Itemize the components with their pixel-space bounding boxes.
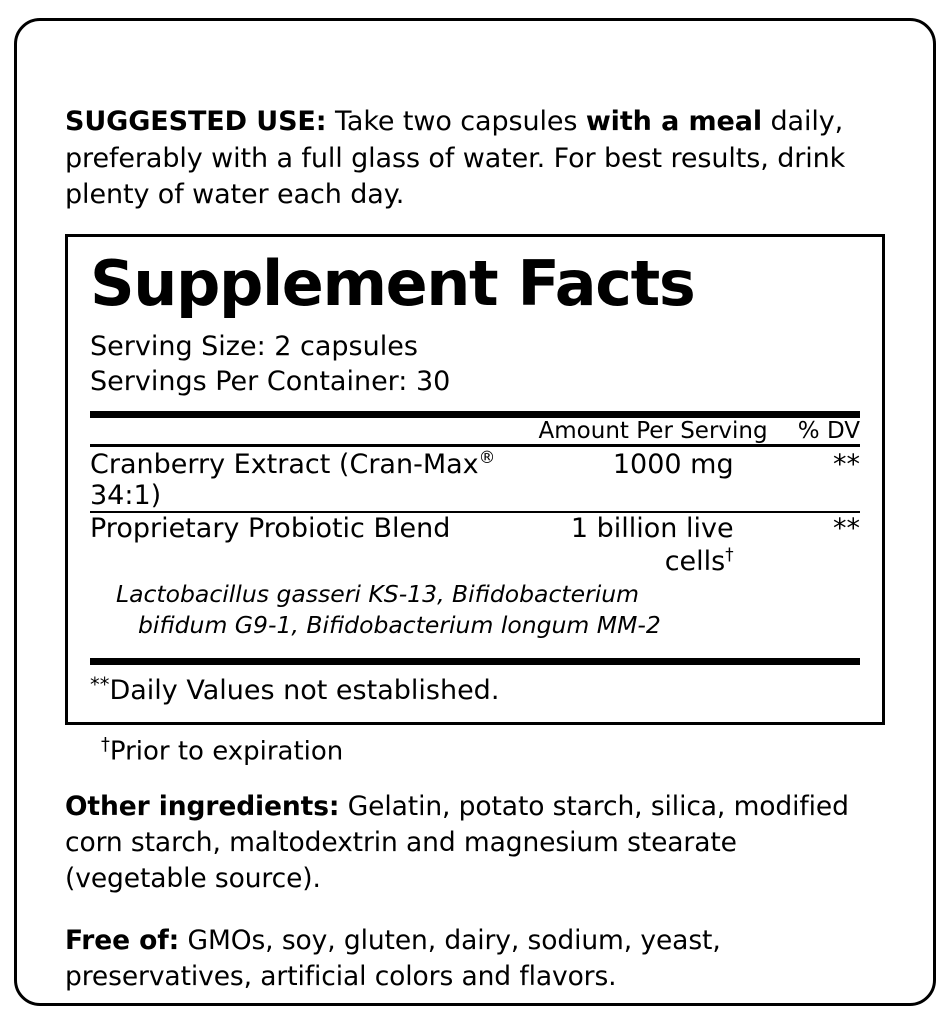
probiotic-blend-detail [90, 577, 860, 646]
nutrient-amount-text: 1 billion live cells [570, 513, 734, 578]
suggested-use-emphasis: with a meal [585, 106, 763, 137]
column-header-daily-value: % DV [797, 418, 860, 445]
table-header-row [90, 418, 860, 444]
daily-value-note-stars: ** [90, 673, 110, 697]
nutrient-name: Proprietary Probiotic Blend [90, 513, 451, 545]
nutrient-amount [506, 513, 768, 577]
supplement-facts-table [90, 418, 860, 444]
blend-detail-line-1: Lactobacillus gasseri KS-13, Bifidobacterium [116, 580, 640, 609]
nutrient-row-2 [90, 513, 860, 577]
divider-thick-bottom [90, 658, 860, 665]
nutrient-daily-value: ** [833, 449, 860, 481]
label-content [17, 21, 933, 994]
nutrient-amount: 1000 mg [612, 449, 734, 481]
free-of-heading: Free of: [65, 924, 180, 956]
nutrient-row-1 [90, 447, 860, 511]
other-ingredients-text: Gelatin, potato starch, silica, modified corn starch, maltodextrin and magnesium stearate (vegetable source). [65, 791, 849, 894]
table-row [90, 447, 860, 511]
dagger-icon: † [101, 735, 110, 756]
nutrient-daily-value: ** [833, 513, 860, 545]
servings-per-container: Servings Per Container: 30 [90, 366, 451, 398]
table-row [90, 513, 860, 577]
free-of-paragraph [65, 923, 885, 995]
nutrient-name-tail: 34:1) [90, 480, 162, 512]
column-header-name [90, 418, 506, 444]
column-header-amount: Amount Per Serving [538, 418, 768, 445]
free-of-text: GMOs, soy, gluten, dairy, sodium, yeast, preservatives, artificial colors and flavors. [65, 924, 721, 992]
supplement-facts-panel [65, 234, 885, 725]
supplement-facts-title: Supplement Facts [90, 247, 695, 321]
other-ingredients-heading: Other ingredients: [65, 791, 340, 823]
blend-detail-line-2: bifidum G9-1, Bifidobacterium longum MM-2 [138, 610, 661, 639]
daily-value-note [90, 665, 860, 706]
serving-size: Serving Size: 2 capsules [90, 331, 418, 363]
dagger-icon: † [725, 544, 734, 565]
daily-value-note-text: Daily Values not established. [109, 675, 500, 707]
expiration-note-text: Prior to expiration [109, 737, 344, 768]
suggested-use-heading: SUGGESTED USE: [65, 106, 327, 137]
divider-thick-top [90, 411, 860, 418]
expiration-note [65, 725, 885, 767]
supplement-label-card [14, 18, 936, 1006]
nutrient-name [90, 447, 506, 511]
other-ingredients-paragraph [65, 789, 885, 896]
suggested-use-paragraph [65, 104, 885, 214]
suggested-use-text-after: daily, preferably with a full glass of water. For best results, drink plenty of water each day. [65, 106, 846, 211]
registered-trademark-icon: ® [478, 447, 496, 468]
suggested-use-text-before: Take two capsules [326, 106, 586, 137]
nutrient-name-main: Cranberry Extract (Cran-Max [90, 449, 479, 481]
